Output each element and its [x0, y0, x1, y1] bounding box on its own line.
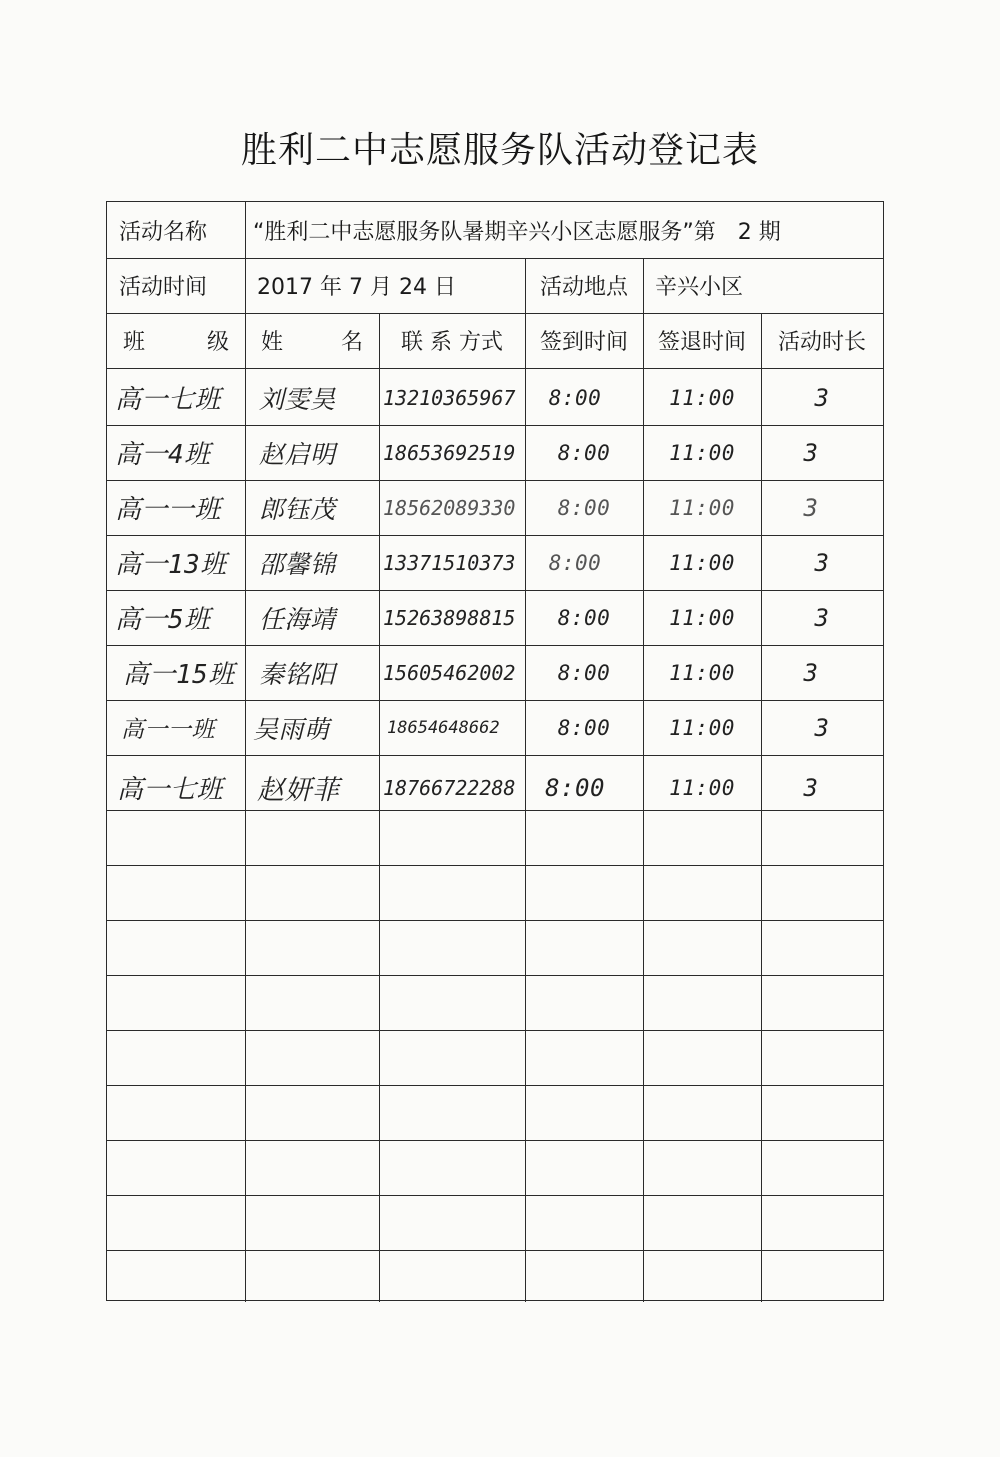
header-name-char-1: 姓 — [261, 330, 284, 355]
cell-name: 赵启明 — [259, 439, 336, 469]
activity-place-value: 辛兴小区 — [655, 275, 744, 300]
cell-signin: 8:00 — [548, 550, 602, 575]
cell-class: 高一4班 — [115, 440, 211, 470]
cell-name: 邵馨锦 — [259, 549, 336, 579]
cell-signin: 8:00 — [557, 440, 611, 465]
cell-signin: 8:00 — [557, 715, 611, 740]
cell-class: 高一一班 — [115, 495, 222, 525]
cell-phone: 18654648662 — [387, 717, 500, 738]
row-divider — [107, 1085, 883, 1086]
activity-name-value: “胜利二中志愿服务队暑期辛兴小区志愿服务”第 2 期 — [253, 219, 781, 245]
activity-name-label: 活动名称 — [119, 219, 208, 245]
cell-duration: 3 — [814, 548, 830, 577]
cell-signout: 11:00 — [669, 605, 735, 630]
cell-name: 吴雨萌 — [253, 714, 330, 744]
cell-signin: 8:00 — [557, 660, 611, 685]
cell-duration: 3 — [814, 713, 830, 742]
header-class-char-2: 级 — [206, 330, 229, 355]
header-signin: 签到时间 — [539, 330, 628, 355]
page-title: 胜利二中志愿服务队活动登记表 — [240, 130, 759, 171]
cell-class: 高一七班 — [117, 775, 224, 805]
cell-phone: 15605462002 — [383, 660, 516, 685]
cell-name: 赵妍菲 — [257, 775, 340, 806]
cell-class: 高一5班 — [115, 605, 211, 635]
header-class-char-1: 班 — [123, 330, 146, 355]
cell-signin: 8:00 — [557, 605, 611, 630]
cell-duration: 3 — [803, 658, 819, 687]
cell-name: 秦铭阳 — [259, 659, 336, 689]
cell-class: 高一13班 — [115, 550, 227, 580]
header-name — [245, 313, 379, 368]
cell-name: 任海靖 — [259, 604, 336, 634]
header-signout: 签退时间 — [657, 330, 746, 355]
cell-duration: 3 — [803, 438, 819, 467]
cell-signout: 11:00 — [669, 495, 735, 520]
cell-name: 刘雯昊 — [259, 384, 336, 414]
row-divider — [107, 1195, 883, 1196]
cell-signout: 11:00 — [669, 385, 735, 410]
cell-phone: 15263898815 — [383, 605, 516, 630]
registration-table — [106, 201, 884, 1301]
activity-time-label: 活动时间 — [119, 275, 208, 300]
row-divider — [107, 368, 883, 369]
activity-place-label: 活动地点 — [539, 275, 628, 300]
cell-duration: 3 — [814, 603, 830, 632]
cell-class: 高一15班 — [123, 660, 235, 690]
row-divider — [107, 1250, 883, 1251]
row-divider — [107, 865, 883, 866]
cell-class: 高一七班 — [115, 385, 222, 415]
cell-phone: 13210365967 — [383, 385, 516, 410]
row-divider — [107, 755, 883, 756]
activity-time-value: 2017 年 7 月 24 日 — [257, 275, 456, 300]
column-divider — [379, 313, 380, 1302]
row-divider — [107, 975, 883, 976]
cell-name: 郎钰茂 — [259, 494, 336, 524]
header-contact: 联 系 方式 — [401, 330, 503, 355]
cell-class: 高一一班 — [121, 717, 215, 743]
cell-signin: 8:00 — [545, 773, 605, 802]
cell-phone: 18562089330 — [383, 495, 516, 520]
cell-signout: 11:00 — [669, 660, 735, 685]
cell-duration: 3 — [803, 773, 819, 802]
cell-signin: 8:00 — [557, 495, 611, 520]
row-divider — [107, 1140, 883, 1141]
cell-phone: 13371510373 — [383, 550, 516, 575]
cell-signout: 11:00 — [669, 440, 735, 465]
cell-duration: 3 — [803, 493, 819, 522]
cell-signin: 8:00 — [548, 385, 602, 410]
header-duration: 活动时长 — [777, 330, 866, 355]
cell-signout: 11:00 — [669, 775, 735, 800]
header-class — [107, 313, 245, 368]
row-divider — [107, 1030, 883, 1031]
cell-duration: 3 — [814, 383, 830, 412]
cell-phone: 18653692519 — [383, 440, 516, 465]
cell-phone: 18766722288 — [383, 775, 516, 800]
row-divider — [107, 920, 883, 921]
header-name-char-2: 名 — [340, 330, 363, 355]
cell-signout: 11:00 — [669, 550, 735, 575]
cell-signout: 11:00 — [669, 715, 735, 740]
